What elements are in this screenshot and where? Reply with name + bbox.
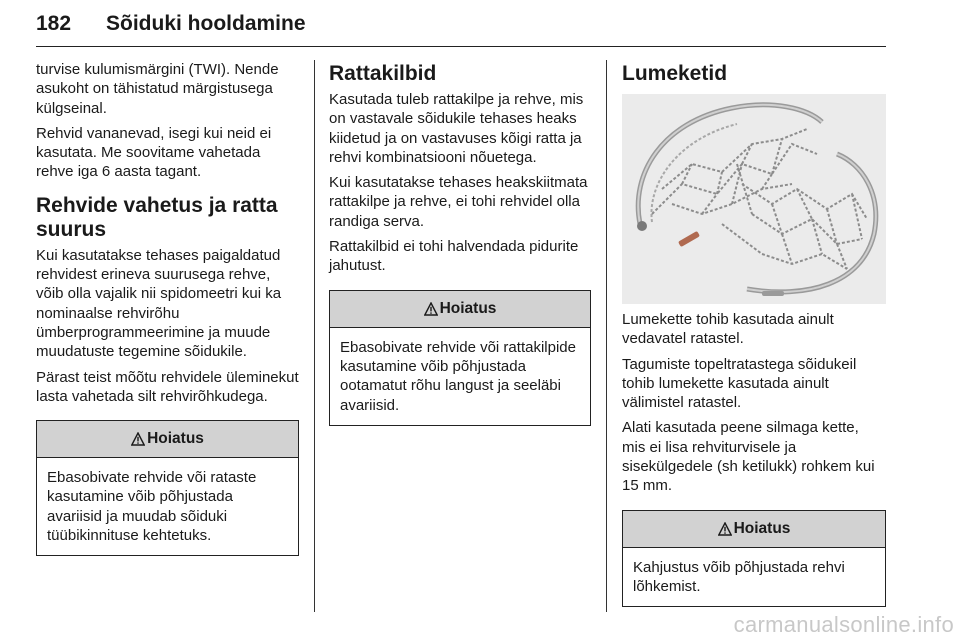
paragraph: Kui kasutatakse tehases paigaldatud rehvidest erineva suurusega rehve, võib olla vajalik nii spidomeetri kui ka nominaalse rehvirõhu ümberprogrammeerimine ja muude muudatuste tegemine sõidukile. (36, 246, 282, 361)
section-heading: Rehvide vahetus ja ratta suurus (36, 193, 278, 241)
column-left (36, 60, 299, 556)
warning-text: Kahjustus võib põhjustada rehvi lõhkemist. (633, 558, 845, 595)
paragraph: Tagumiste topeltratastega sõidukeil tohib lumekette kasutada ainult välimistel ratastel. (622, 355, 857, 412)
paragraph: turvise kulumismärgini (TWI). Nende asukoht on tähistatud märgistusega külgseinal. (36, 61, 279, 117)
warning-title: Hoiatus (147, 430, 204, 448)
warning-title: Hoiatus (733, 519, 791, 537)
warning-triangle-icon (718, 522, 732, 536)
paragraph: Alati kasutada peene silmaga kette, mis ei lisa rehviturvisele ja sisekülgedele (sh ketilukk) rohkem kui 15 mm. (622, 419, 875, 495)
paragraph: Rehvid vananevad, isegi kui neid ei kasutata. Me soovitame vahetada rehve iga 6 aasta tagant. (36, 124, 272, 181)
warning-triangle-icon (131, 432, 145, 446)
warning-title: Hoiatus (439, 299, 497, 317)
column-middle (329, 60, 591, 426)
watermark: carmanualsonline.info (733, 612, 954, 637)
page-number: 182 (36, 12, 72, 35)
column-divider (314, 60, 315, 612)
warning-box (329, 290, 591, 426)
warning-box (622, 510, 886, 608)
paragraph: Rattakilbid ei tohi halvendada pidurite jahutust. (329, 238, 579, 275)
paragraph: Kui kasutatakse tehases heakskiitmata rattakilpe ja rehve, ei tohi rehvidel olla randiga serva. (329, 174, 588, 230)
header-divider (36, 46, 886, 47)
paragraph: Kasutada tuleb rattakilpe ja rehve, mis on vastavale sõidukile tehases heaks kiidetud ja on vastavuses kõigi ratta ja rehvi kombinatsiooni nõuetega. (329, 91, 584, 166)
chapter-title: Sõiduki hooldamine (106, 12, 306, 35)
column-divider (606, 60, 607, 612)
paragraph: Lumekette tohib kasutada ainult vedavatel ratastel. (622, 311, 834, 348)
warning-text: Ebasobivate rehvide või rattakilpide kasutamine võib põhjustada ootamatut rõhu langust ja seeläbi avariisid. (340, 338, 576, 414)
warning-header (330, 291, 590, 328)
warning-text: Ebasobivate rehvide või rataste kasutamine võib põhjustada avariisid ja muudab sõiduki tüübikinnituse kehtetuks. (47, 469, 257, 545)
warning-header (623, 511, 885, 548)
warning-header (37, 421, 298, 458)
section-heading: Rattakilbid (329, 62, 437, 85)
section-heading: Lumeketid (622, 62, 728, 85)
warning-box (36, 420, 299, 556)
page-header (36, 6, 886, 42)
warning-triangle-icon (424, 302, 438, 316)
paragraph: Pärast teist mõõtu rehvidele üleminekut lasta vahetada silt rehvirõhkudega. (36, 368, 299, 405)
snow-chains-illustration (622, 94, 886, 304)
column-right (622, 60, 886, 607)
